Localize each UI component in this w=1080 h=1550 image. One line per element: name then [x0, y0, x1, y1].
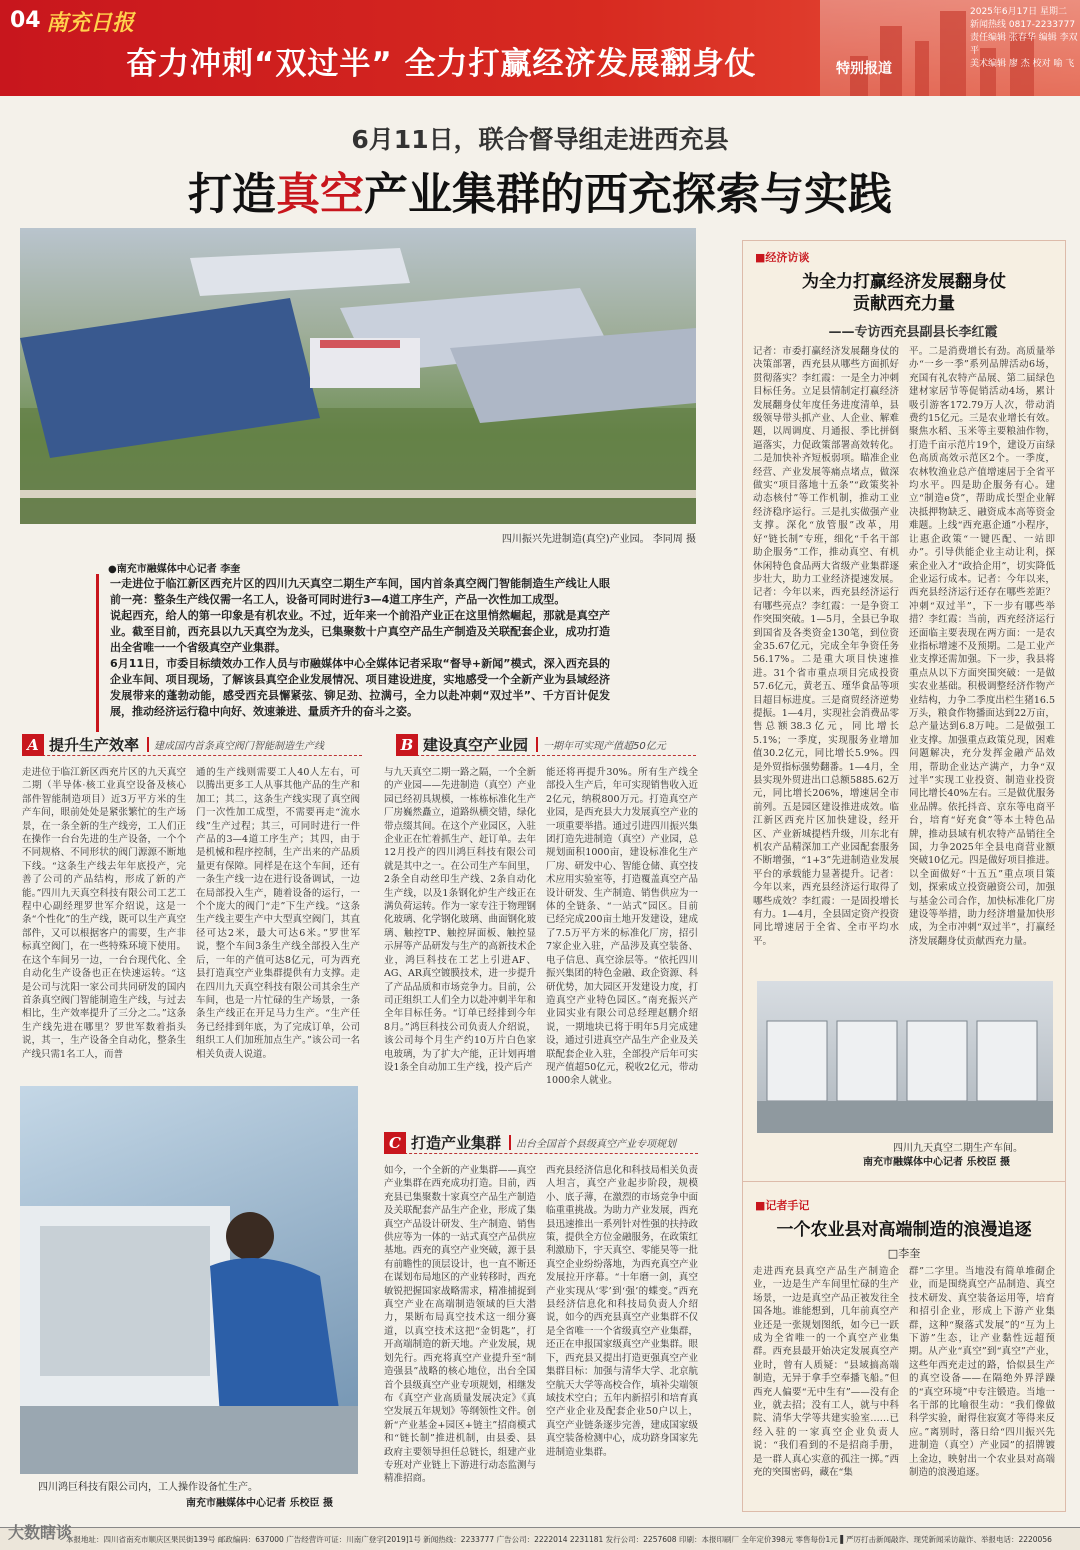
section-logo: 南充日报 [46, 10, 135, 36]
special-report-label: 特别报道 [836, 61, 892, 77]
banner-slogan: 奋力冲刺“双过半” 全力打赢经济发展翻身仗 [126, 46, 757, 82]
lead-marker [96, 574, 110, 732]
interview-sidebar [742, 240, 1066, 1512]
interview-subtitle: ——专访西充县副县长李红霞 [828, 325, 998, 340]
section-b-column-1: 与九天真空二期一路之隔，一个全新的产业园——先进制造（真空）产业园已经初具规模，一栋栋标准化生产厂房巍然矗立，道路纵横交错，绿化带点缀其间。在这个产业园区，入驻企业正在忙着抓生产、赶订单。去年12月投产的四川鸿巨科技有限公司就是其中之一。在公司生产车间里，2条全自动丝印生产线、2条自动化生产线，以及1条钢化炉生产线正在满负荷运转。作为一家专注于物理钢化玻璃、化学钢化玻璃、曲面钢化玻璃、触控TP、触控屏面板、触控显示屏等产品研发与生产的高新技术企业，鸿巨科技在工艺上引进AF、AG、AR真空镀膜技术，进一步提升了产品品质和市场竞争力。目前，公司正组织工人们全力以赴冲刺半年和全年目标任务。“订单已经排到今年8月。”鸿巨科技公司负责人介绍说，该公司每个月生产约10万片白色家电玻璃，为了扩大产能，正计划再增设1条全自动加工生产线，投产后产 [384, 767, 536, 1073]
section-subtitle: 出台全国首个县级真空产业专项规划 [509, 1135, 676, 1150]
workshop-photo-credit: 南充市融媒体中心记者 乐校臣 摄 [863, 1157, 1010, 1168]
notes-author: □李奎 [887, 1247, 921, 1260]
section-subtitle: 一期年可实现产值超50亿元 [536, 737, 666, 752]
park-illustration [20, 228, 696, 524]
sidebar-divider [743, 1181, 1065, 1182]
section-c-header [384, 1132, 698, 1154]
article-lead [110, 576, 610, 742]
section-b-column-2: 能还将再提升30%。所有生产线全部投入生产后，年可实现销售收入近2亿元，纳税800万元。打造真空产业园，是西充县大力发展真空产业的一项重要举措。通过引进四川振兴集团打造先进制造（真空）产业园，总规划面积1000亩，建设标准化生产厂房、研发中心、智能仓储、真空技术应用实验室等，打造覆盖真空产品设计研发、生产制造、销售供应为一体的全链条、“一站式”园区。目前已经完成200亩土地开发建设，建成了7.5万平方米的标准化厂房，招引7家企业入驻，产品涉及真空装备、电子信息、真空涂层等。“依托四川振兴集团的特色金融、政企资源、科研优势，加大园区开发建设力度，打造真空产业特色园区。”南充振兴产业园实业有限公司总经理赵鹏介绍说，一期地块已将于明年5月完成建设，通过引进真空产品生产企业及关联配套企业入驻，全部投产后年可实现产值超50亿元，税收2亿元，带动1000余人就业。 [546, 767, 698, 1087]
editor-credit: 责任编辑 张春华 编辑 李双平 [970, 33, 1078, 56]
notes-title: 一个农业县对高端制造的浪漫追逐 [776, 1220, 1032, 1240]
section-a-column-1: 走进位于临江新区西充片区的九天真空二期（半导体·核工业真空设备及核心部件智能制造项目）近3万平方米的生产车间，眼前处处是紧张繁忙的生产场景，在一条全新的生产线旁，工人们正在操作一台台先进的生产设备，一个个不同规格、不同形状的阀门源源不断地下线。“这条生产线去年年底投产，完善了公司的产品结构，形成了新的产能。”四川九天真空科技有限公司工艺工程中心副经理罗世军介绍说，这是一条“个性化”的生产线，既可以生产真空部件，又可以根据客户的需要，生产非标真空阀门，在一些特殊环境下使用。在这个车间另一边，一台台现代化、全自动化生产设备也正在快速运转。“这是公司与沈阳一家公司共同研发的国内首条真空阀门智能制造生产线，与过去相比，生产效率提升了三分之二。”这条生产线先进在哪里？罗世军数着指头说，其一，生产设备全自动化，整条生产线只需1名工人，而普 [22, 767, 186, 1060]
section-badge: A [22, 734, 44, 756]
lead-paragraph: 6月11日，市委目标绩效办工作人员与市融媒体中心全媒体记者采取“督导+新闻”模式，深入西充县的企业车间、项目现场，了解该县真空企业发展情况、项目建设进度，实地感受一个全新产业为县域经济发展带来的蓬勃动能，感受西充县懈紧弦、铆足劲、拉满弓，全力以赴冲刺“双过半”、千方百计促发展，推动经济运行稳中向好、效速兼进、量质齐升的奋斗之姿。 [110, 657, 610, 718]
section-c-column-1: 如今，一个全新的产业集群——真空产业集群在西充成功打造。目前，西充县已集聚数十家真空产品生产制造及关联配套产品生产企业，形成了集真空产品设计研发、生产制造、销售供应等为一体的一站式真空产品供应基地。西充的真空产业突破，源于县有前瞻性的顶层设计，也一直不断还在谋划布局地区的产业转移时，西充敏锐把握国家战略需求，精准捕捉到真空产业在高端制造领域的巨大潜力，果断布局真空技术这一细分赛道，以真空技术这把“金钥匙”，打开高端制造的新天地。产业发展，规划先行。西充将真空产业提升至“制造强县”战略的核心地位，出台全国首个县级真空产业专项规划，相继发布《真空产业高质量发展决定》《真空发展五年规划》等纲领性文件。创新“产业基金+园区+链主”招商模式和“链长制”推进机制，由县委、县政府主要领导担任总链长，组建产业专班对产业链上下游进行动态监测与精准招商。 [384, 1165, 536, 1485]
top-photo-caption: 四川振兴先进制造(真空)产业园。 李同周 摄 [501, 534, 696, 545]
headline-highlight: 真空 [276, 169, 364, 220]
section-title: 提升生产效率 [49, 736, 140, 754]
worker-illustration [20, 1086, 358, 1474]
section-badge: C [384, 1132, 406, 1154]
interview-title-line: 为全力打赢经济发展翻身仗 [802, 272, 1006, 292]
section-badge: B [396, 734, 418, 756]
page-banner [0, 0, 1080, 96]
section-c-column-2: 西充县经济信息化和科技局相关负责人坦言，真空产业起步阶段，规模小、底子薄，在激烈的市场竞争中面临重重挑战。为助力产业发展，西充县迅速推出一系列针对性强的扶持政策，提供全方位金融服务，在政策红利激励下，宇天真空、零能昊等一批真空企业纷纷落地，为西充真空产业发展拉开序幕。“十年磨一剑，真空产业实现从‘零’到‘强’的蝶变。”西充县经济信息化和科技局负责人介绍说，如今的西充县真空产业集群不仅是全省唯一一个省级真空产业集群，还正在申报国家级真空产业集群。眼下，西充县又提出打造更强真空产业集群目标：加强与清华大学、北京航空航天大学等高校合作，填补尖端领域技术空白；五年内新招引和培育真空产业企业及配套企业50户以上，真空产业链条逐步完善，建成国家级真空装备检测中心，成功跻身国家先进制造业集群。 [546, 1165, 698, 1458]
section-subtitle: 建成国内首条真空阀门智能制造生产线 [147, 737, 324, 752]
building-shape [915, 41, 929, 96]
notes-column-2: 群”二字里。当地没有简单堆砌企业，而是围绕真空产品制造、真空技术研发、真空装备运用等，培育和招引企业，形成上下游产业集群，这种“聚落式发展”的“互为上下游”生态，让产业黏性远超预期。从产业“真空”到“真空”产业，这些年西充走过的路，恰似县生产的真空设备——在隔绝外界浮躁的“真空环境”中专注锻造。当地一名干部的比喻很生动：“我们像做科学实验，耐得住寂寞才等得来反应。”离别时，落日给“四川振兴先进制造（真空）产业园”的招牌镀上金边，映射出一个农业县对高端制造的浪漫追逐。 [909, 1266, 1055, 1479]
issue-date: 2025年6月17日 星期二 [970, 7, 1067, 17]
workshop-photo [757, 981, 1053, 1133]
page-number: 04 [10, 8, 41, 33]
issue-meta [970, 6, 1080, 71]
article-kicker: 6月11日，联合督导组走进西充县 [351, 125, 729, 154]
worker-photo-credit: 南充市融媒体中心记者 乐校臣 摄 [186, 1498, 333, 1509]
interview-title [743, 271, 1065, 315]
section-b-header [396, 734, 696, 756]
article-headline [0, 158, 1080, 222]
notes-column-1: 走进西充县真空产品生产制造企业，一边是生产车间里忙碌的生产场景，一边是真空产品正被发往全国各地。谁能想到，几年前真空产业还是一张规划图纸，如今已一跃成为全省唯一的一个真空产业集群。西充县最开始决定发展真空产业时，曾有人质疑：“县域搞高端制造，无异于拿手空奉播飞船。”但西充人偏要“无中生有”——没有企业，就去招；没有工人，就与中科院、清华大学等共建实验室……已经入驻的一家真空企业负责人说：“我们看到的不是招商手册，是一群人真心实意的孤注一掷。”西充的突围密码，藏在“集 [753, 1266, 899, 1479]
notes-tag: ■记者手记 [755, 1199, 810, 1212]
interview-column-2: 平。二是消费增长有劲。高质量举办“一乡一季”系列品牌活动6场，充国有礼农特产品展、第二届绿色建材家居节等促销活动4场，累计吸引游客172.79万人次，带动消费约15亿元。三是农业增长有效。聚焦水稻、玉米等主要粮油作物，打造千亩示范片19个，建设万亩绿色高质高效示范区2个。一季度，农林牧渔业总产值增速居于全省平均水平。四是助企服务有心。建立“制造e贷”，帮助成长型企业解决抵押物缺乏、融资成本高等资金难题。上线“西充惠企通”小程序，让惠企政策“一键匹配、一站即办”。引导供能企业主动让利，探索企业入才“政拾企用”，切实降低企业运行成本。记者：今年以来，西充县经济运行还存在哪些差距？冲刺“双过半”，下一步有哪些举措？李红霞：当前，西充经济运行还面临主要表现在两方面：一是农业指标增速不及预期。二是工业产业支撑还需加强。下一步，我县将重点从以下方面突围突破：一是做实农业基础。积极调整经济作物产业结构，力争二季度出栏生猪16.5万头，粮食作物播面达到22万亩，总产量达到6.8万吨。二是做强工业支撑。加强重点政策兑现，困难问题解决，充分发挥金融产品效用，帮助企业达产满产，力争“双过半”实现工业投资、制造业投资同比增长40%左右。三是做优服务业品牌。依托抖音、京东等电商平台，培育“好充食”等本土特色品牌，推动县域有机农特产品销往全国，力争2025年全县电商营业额突破10亿元。四是做好项目推进。以全面做好“十五五”重点项目策划，探索成立投资融资公司，加强与基金公司合作，加快标准化厂房建设等举措，助力经济增量加快形成，为全市冲刺“双过半”，打赢经济发展翻身仗贡献西充力量。 [909, 346, 1055, 947]
lead-paragraph: 说起西充，给人的第一印象是有机农业。不过，近年来一个前沿产业正在这里悄然崛起，那就是真空产业。截至目前，西充县以九天真空为龙头，已集聚数十户真空产品生产制造及关联配套企业，成功打造出全省唯一一个省级真空产业集群。 [110, 609, 610, 654]
news-hotline: 新闻热线 0817-2233777 [970, 20, 1076, 30]
section-title: 建设真空产业园 [423, 736, 529, 754]
workshop-photo-caption: 四川九天真空二期生产车间。 [893, 1143, 1023, 1154]
headline-part: 产业集群的西充探索与实践 [364, 169, 892, 220]
industrial-park-photo [20, 228, 696, 524]
building-shape [940, 11, 966, 96]
section-a-header [22, 734, 362, 756]
byline: ●南充市融媒体中心记者 李奎 [108, 564, 241, 575]
page-footer: 本报地址：四川省南充市顺庆区果民街139号 邮政编码：637000 广告经营许可证：川南广登字[2019]1号 新闻热线：2233777 广告公司：2222014 2231181 发行公司：2257608 印刷：本报印刷厂 全年定价398元 零售每份1元 ▌严厉打击新闻敲诈、现凭新闻采访敲诈、举报电话：2220056 [0, 1527, 1080, 1550]
interview-tag: ■经济访谈 [755, 251, 810, 264]
lead-paragraph: 一走进位于临江新区西充片区的四川九天真空二期生产车间，国内首条真空阀门智能制造生产线让人眼前一亮：整条生产线仅需一名工人，设备可同时进行3—4道工序生产，产品一次性加工成型。 [110, 577, 610, 606]
worker-photo [20, 1086, 358, 1474]
workshop-illustration [757, 981, 1053, 1133]
section-title: 打造产业集群 [411, 1134, 502, 1152]
worker-photo-caption: 四川鸿巨科技有限公司内，工人操作设备忙生产。 [38, 1482, 258, 1493]
designer-credit: 美术编辑 廖 杰 校对 喻 飞 [970, 59, 1075, 69]
section-a-column-2: 通的生产线则需要工人40人左右，可以腾出更多工人从事其他产品的生产和加工；其二，这条生产线实现了真空阀门一次性加工成型，不需要再走“流水线”生产过程；其三，可同时进行一件产品的3—4道工序生产；其四，由于是机械和程序控制，生产出来的产品质量更有保障。同样是在这个车间，还有一条生产线一边在进行设备调试，一边在局部投入生产，随着设备的运行，一个个庞大的阀门“走”下生产线。“这条生产线主要生产中大型真空阀门，其直径可达2米，最大可达6米。”罗世军说，整个车间3条生产线全部投入生产后，一年的产值可达8亿元，可为西充县打造真空产业集群提供有力支撑。走在四川九天真空科技有限公司其余生产车间，也是一片忙碌的生产场景，一条条生产线正在开足马力生产。“生产任务已经排到年底，为了完成订单，公司组织工人们加班加点生产。”该公司一名相关负责人说道。 [196, 767, 360, 1060]
interview-title-line: 贡献西充力量 [853, 294, 955, 314]
headline-part: 打造 [188, 169, 276, 220]
watermark: 大数瞎谈 [8, 1523, 73, 1542]
interview-column-1: 记者：市委打赢经济发展翻身仗的决策部署，西充县从哪些方面抓好贯彻落实？李红霞：一是全力冲刺目标任务。立足县情制定打赢经济发展翻身仗年度任务进度清单，县级领导带头抓产业、人企业、解难题，以周调度、月通报、季比拼倒逼落实，力促政策部署高效转化。二是加快补齐短板弱项。瞄准企业经营、产业发展等痛点堵点，做深做实“项目落地十五条”“政策奖补动态核付”等工作机制，推动工业经济稳序运行。三是扎实做强产业支撑。深化“放管服”改革，用好“链长制”专班，细化“千名干部助企服务”工作，推动真空、有机休闲特色食品两大省级产业集群逐步壮大，助力工业经济提速发展。记者：今年以来，西充县经济运行有哪些亮点？李红霞：一是争资工作突围突破。1—5月，全县已争取到国省及各类资金130笔，到位资金35.67亿元，完成全年争资任务56.17%。二是重大项目快速推进。31个省市重点项目完成投资57.6亿元，黄老五、瑾华食品等项目超目标进度。三是商贸经济逆势提振。1—4月，实现社会消费品零售总额38.3亿元，同比增长5.1%；一季度，实现服务业增加值30.2亿元，同比增长5.9%。四是外贸指标强势翻番。1—4月，全县实现外贸进出口总额5885.62万元，同比增长206%，增速居全市前列。五是园区建设推进成效。临江新区西充片区加快建设，经开区、产业新城提档升级，川东北有机农产品精深加工产业园配套服务不断增强，“1+3”先进制造业发展平台的承载能力显著提升。记者：今年以来，西充县经济运行取得了哪些成效？李红霞：一是固投增长有力。1—4月，全县固定资产投资同比增速居于全省、全市平均水平。 [753, 346, 899, 947]
